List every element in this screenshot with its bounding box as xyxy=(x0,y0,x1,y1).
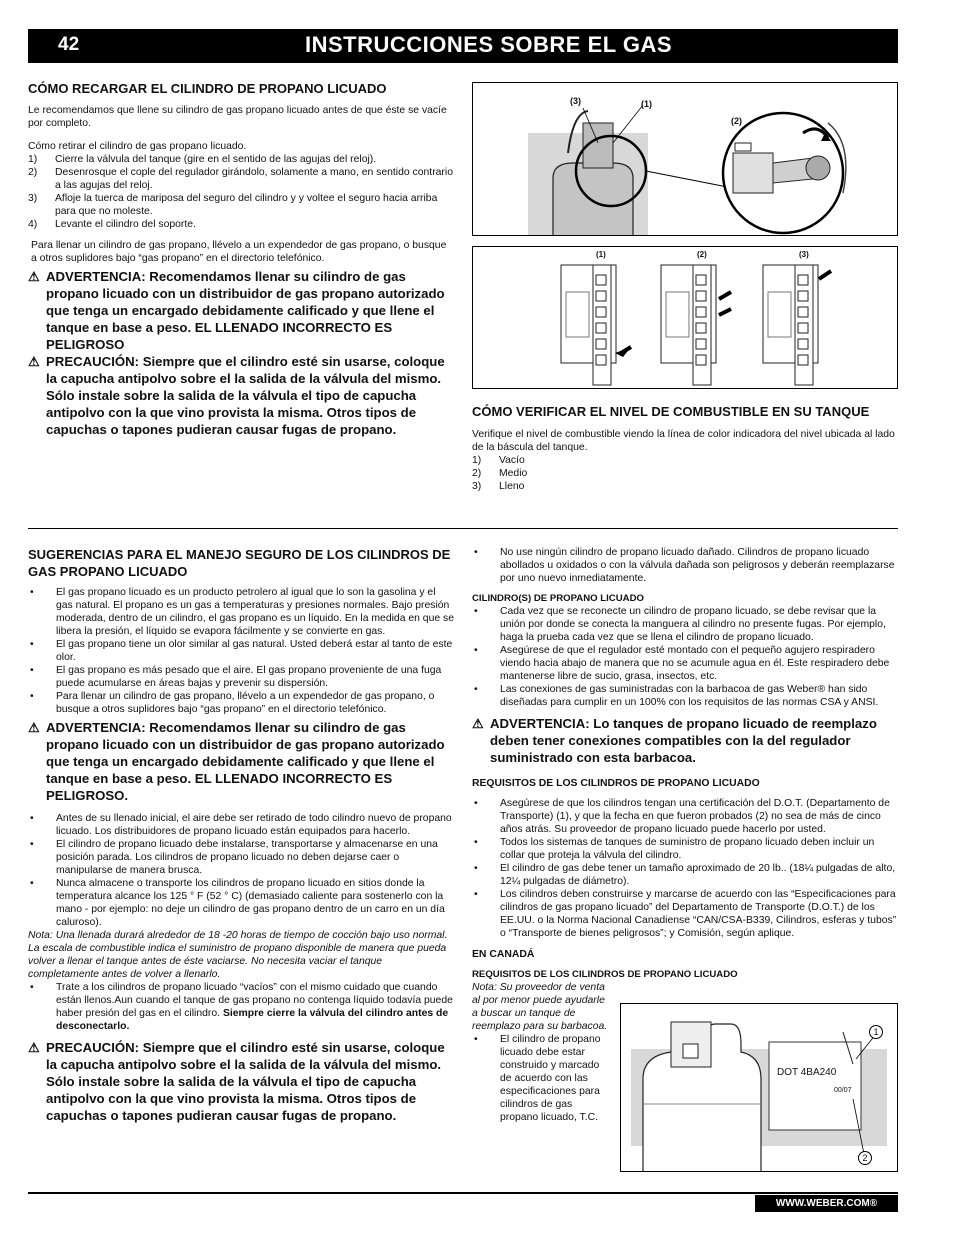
canada-heading: EN CANADÁ xyxy=(472,949,535,960)
list-item: 2) Desenrosque el cople del regulador girándolo, solamente a mano, en sentido contrario a las agujas del reloj. xyxy=(28,167,453,191)
callout-2: 2 xyxy=(858,1151,872,1165)
footer-url[interactable]: WWW.WEBER.COM® xyxy=(755,1195,898,1212)
figure1-label-2: (2) xyxy=(731,116,742,126)
list-item: 3) Afloje la tuerca de mariposa del seguro del cilindro y y voltee el seguro hacia arriba para que no moleste. xyxy=(28,193,438,217)
test-date: 00/07 xyxy=(834,1087,852,1094)
safety-section xyxy=(28,546,454,1124)
section-divider xyxy=(28,528,898,529)
figure1-label-3: (3) xyxy=(570,96,581,106)
recharge-caution: ⚠ PRECAUCIÓN: Siempre que el cilindro esté sin usarse, coloque la capucha antipolvo sobre el la salida de la válvula del mismo. Sólo instale sobre la salida de la válvula el tipo de capucha antipolvo con la que vino provista la misma. Otros tipos de capuchas o tapones pudieran causar fugas de propano. xyxy=(28,354,445,437)
list-item: • Cada vez que se reconecte un cilindro de propano licuado, se debe revisar que la unión por donde se conecta la manguera al cilindro no presente fugas. Por ejemplo, haga la prueba cada vez que se llena el cilindro de propano licuado. xyxy=(472,605,898,644)
warning-icon: ⚠ xyxy=(28,1040,40,1055)
safety-heading: SUGERENCIAS PARA EL MANEJO SEGURO DE LOS CILINDROS DE GAS PROPANO LICUADO xyxy=(28,547,451,579)
list-item: • El cilindro de gas debe tener un tamaño aproximado de 20 lb.. (18¼ pulgadas de alto, 12¼ pulgadas de diámetro). xyxy=(472,862,898,888)
recharge-warning: ⚠ ADVERTENCIA: Recomendamos llenar su cilindro de gas propano licuado con un distribuidor de gas propano autorizado que tenga un encargado debidamente calificado y que llene el tanque en base a peso. EL LLENADO INCORRECTO ES PELIGROSO xyxy=(28,269,445,352)
fuel-level-list xyxy=(472,454,898,493)
safety-bullets-3 xyxy=(28,981,454,1033)
recharge-intro: Le recomendamos que llene su cilindro de gas propano licuado antes de que éste se vacíe por completo. xyxy=(28,105,447,129)
remove-steps xyxy=(28,153,454,231)
figure-fuel-gauge xyxy=(472,246,898,389)
canada-subheading: REQUISITOS DE LOS CILINDROS DE PROPANO LICUADO xyxy=(472,969,738,980)
page-number: 42 xyxy=(58,34,80,55)
cylinder-warning: ⚠ ADVERTENCIA: Lo tanques de propano licuado de reemplazo deben tener conexiones compatibles con la del regulador suministrado con esta barbacoa. xyxy=(472,716,877,765)
list-item: • El cilindro de propano licuado debe instalarse, transportarse y almacenarse en una posición parada. Los cilindros de propano licuado no deben dejarse caer o manipularse de manera brusca. xyxy=(28,838,454,877)
warning-icon: ⚠ xyxy=(28,354,40,369)
safety-bullets-1 xyxy=(28,586,454,716)
list-item: • Todos los sistemas de tanques de suministro de propano licuado deben incluir un collar que proteja la válvula del cilindro. xyxy=(472,836,898,862)
list-item: • Trate a los cilindros de propano licuado “vacíos” con el mismo cuidado que cuando están llenos.Aun cuando el tanque de gas propano no contenga líquido todavía puede haber presión del gas en el cilindro. Siempre cierre la válvula del cilindro antes de desconectarlo. xyxy=(28,981,454,1033)
cylinder-bullets xyxy=(472,605,898,709)
safety-bullets-2 xyxy=(28,812,454,929)
fuel-level-text: Verifique el nivel de combustible viendo la línea de color indicadora del nivel ubicada al lado de la báscula del tanque. xyxy=(472,429,895,453)
callout-1: 1 xyxy=(869,1025,883,1039)
figure2-label-2: (2) xyxy=(697,250,707,259)
requirements-heading: REQUISITOS DE LOS CILINDROS DE PROPANO LICUADO xyxy=(472,778,760,789)
dot-label: DOT 4BA240 xyxy=(777,1067,837,1078)
list-item: 4) Levante el cilindro del soporte. xyxy=(28,219,196,230)
list-item: • Para llenar un cilindro de gas propano, llévelo a un expendedor de gas propano, o busque a otros suplidores bajo “gas propano” en el directorio telefónico. xyxy=(28,690,454,716)
list-item: • Las conexiones de gas suministradas con la barbacoa de gas Weber® han sido diseñadas para cumplir en un 100% con los requisitos de las normas CSA y ANSI. xyxy=(472,683,898,709)
recharge-heading: CÓMO RECARGAR EL CILINDRO DE PROPANO LICUADO xyxy=(28,81,387,96)
damaged-cylinder-bullet xyxy=(472,546,898,585)
list-item: • Los cilindros deben construirse y marcarse de acuerdo con las “Especificaciones para cilindros de gas propano licuado” del Departamento de Transporte (D.O.T.) de los EE.UU. o la Norma Nacional Canadiense “CAN/CSA-B339, Cilindros, esferas y tubos” o “Transporte de bienes peligrosos”; y Comisión, según aplique. xyxy=(472,888,898,940)
list-item: 1) Vacío xyxy=(472,455,525,466)
canada-note: Nota: Su proveedor de venta al por menor puede ayudarle a buscar un tanque de reemplazo para su barbacoa. xyxy=(472,982,608,1032)
figure2-label-3: (3) xyxy=(799,250,809,259)
requirements-bullets xyxy=(472,797,898,940)
page-title: INSTRUCCIONES SOBRE EL GAS xyxy=(305,32,673,57)
list-item: • El cilindro de propano licuado debe estar construido y marcado de acuerdo con las especificaciones para cilindros de gas propano licuado, T.C. xyxy=(472,1033,612,1124)
recharge-section xyxy=(28,80,454,438)
list-item: • El gas propano licuado es un producto petrolero al igual que lo son la gasolina y el gas natural. El propano es un gas a temperaturas y presiones normales. Bajo presión moderada, dentro de un cilindro, el gas propano es un líquido. En la medida en que se libera la presión, el líquido se evapora fácilmente y se convierte en gas. xyxy=(28,586,454,638)
safety-caution: ⚠ PRECAUCIÓN: Siempre que el cilindro esté sin usarse, coloque la capucha antipolvo sobre el la salida de la válvula del mismo. Sólo instale sobre la salida de la válvula el tipo de capucha antipolvo con la que vino provista la misma. Otros tipos de capuchas o tapones pudieran causar fugas de propano. xyxy=(28,1040,445,1123)
canada-bullets xyxy=(472,1033,612,1124)
list-item: 3) Lleno xyxy=(472,481,525,492)
list-item: • Nunca almacene o transporte los cilindros de propano licuado en sitios donde la temperatura alcance los 125 ° F (52 ° C) (demasiado caliente para sostenerlo con la mano - por ejemplo: no deje un cilindro de gas propano dentro de un carro en un día caluroso). xyxy=(28,877,454,929)
safety-note: Nota: Una llenada durará alrededor de 18 -20 horas de tiempo de cocción bajo uso normal. La escala de combustible indica el suministro de propano disponible de manera que pueda volver a llenar el tanque antes de éste vaciarse. No necesita vaciar el tanque completamente antes de volver a llenarlo. xyxy=(28,930,448,980)
warning-icon: ⚠ xyxy=(28,720,40,735)
cylinder-illustration xyxy=(621,1004,897,1171)
fill-text: Para llenar un cilindro de gas propano, llévelo a un expendedor de gas propano, o busque a otros suplidores bajo “gas propano” en el directorio telefónico. xyxy=(31,240,447,264)
warning-icon: ⚠ xyxy=(472,716,484,731)
fuel-gauge-illustration xyxy=(473,247,897,388)
gauge-half xyxy=(661,265,731,385)
list-item: • Asegúrese de que el regulador esté montado con el pequeño agujero respiradero viendo hacia abajo de manera que no se acumule agua en él. Este respiradero debe mantenerse libre de sucio, grasa, insectos, etc. xyxy=(472,644,898,683)
list-item: • Antes de su llenado inicial, el aire debe ser retirado de todo cilindro nuevo de propano licuado. Los distribuidores de propano licuado están equipados para hacerlo. xyxy=(28,812,454,838)
figure2-label-1: (1) xyxy=(596,250,606,259)
safety-warning: ⚠ ADVERTENCIA: Recomendamos llenar su cilindro de gas propano licuado con un distribuidor de gas propano autorizado que tenga un encargado debidamente calificado y que llene el tanque en base a peso. EL LLENADO INCORRECTO ES PELIGROSO. xyxy=(28,720,445,803)
list-item: 1) Cierre la válvula del tanque (gire en el sentido de las agujas del reloj). xyxy=(28,154,377,165)
list-item: • El gas propano es más pesado que el aire. El gas propano proveniente de una fuga puede acumularse en áreas bajas y prevenir su dispersión. xyxy=(28,664,454,690)
gauge-empty xyxy=(561,265,631,385)
figure-cylinder-label xyxy=(620,1003,898,1172)
cylinder-valve-illustration xyxy=(473,83,897,235)
list-item: • El gas propano tiene un olor similar al gas natural. Usted deberá estar al tanto de este olor. xyxy=(28,638,454,664)
cylinders-heading: CILINDRO(S) DE PROPANO LICUADO xyxy=(472,593,644,604)
list-item: • No use ningún cilindro de propano licuado dañado. Cilindros de propano licuado abollados u oxidados o con la válvula dañada son peligrosos y deberán reemplazarse por uno nuevo inmediatamente. xyxy=(472,546,898,585)
remove-title: Cómo retirar el cilindro de gas propano licuado. xyxy=(28,141,247,152)
figure-disconnect xyxy=(472,82,898,236)
list-item: • Asegúrese de que los cilindros tengan una certificación del D.O.T. (Departamento de Transporte) (1), y que la fecha en que fueron probados (2) no sea de más de cinco años atrás. Su proveedor de propano licuado puede hacerlo por usted. xyxy=(472,797,898,836)
figure1-label-1: (1) xyxy=(641,99,652,109)
warning-icon: ⚠ xyxy=(28,269,40,284)
fuel-level-heading: CÓMO VERIFICAR EL NIVEL DE COMBUSTIBLE EN SU TANQUE xyxy=(472,404,870,419)
footer-rule xyxy=(28,1192,898,1194)
fuel-level-section xyxy=(472,403,898,493)
gauge-full xyxy=(763,265,831,385)
page-header xyxy=(28,29,898,63)
list-item: 2) Medio xyxy=(472,468,528,479)
